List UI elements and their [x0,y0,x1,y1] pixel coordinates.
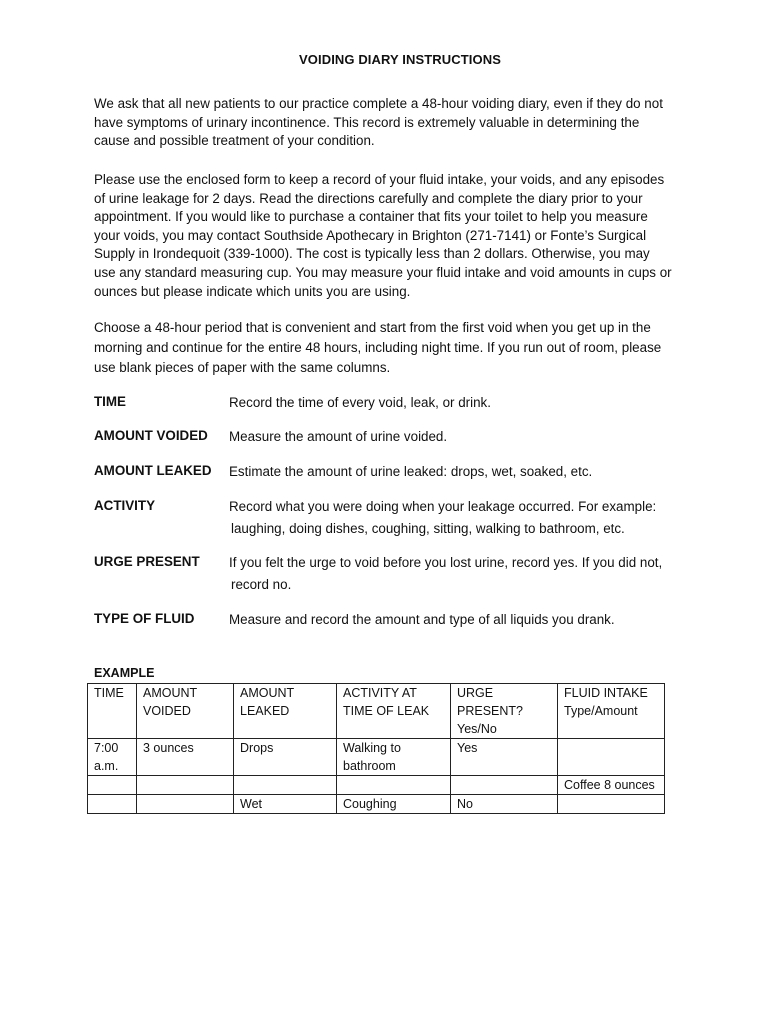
text-line: Choose a 48-hour period that is convenient and start from the first void when you get up in the [94,320,651,335]
text-line: record no. [231,576,292,592]
table-cell: Coughing [337,795,451,814]
intro-paragraph [94,95,704,151]
table-header-row [88,684,665,739]
text-line: ounces but please indicate which units you are using. [94,283,411,299]
definition-term-amount-leaked: AMOUNT LEAKED [94,463,212,478]
text-line: Measure and record the amount and type of all liquids you drank. [229,612,615,627]
table-cell: 7:00 a.m. [88,739,137,776]
text-line: laughing, doing dishes, coughing, sitting, walking to bathroom, etc. [231,520,625,536]
text-line: Please use the enclosed form to keep a record of your fluid intake, your voids, and any episodes [94,172,665,187]
table-cell [337,776,451,795]
table-cell [88,776,137,795]
definition-term-urge-present: URGE PRESENT [94,554,200,569]
definition-desc-amount-voided [229,426,699,448]
text-line: use any standard measuring cup. You may measure your fluid intake and void amounts in cups or [94,264,672,280]
table-row [88,795,665,814]
table-cell: Coffee 8 ounces [558,776,665,795]
text-line: Record what you were doing when your leakage occurred. For example: [229,499,657,514]
definition-term-time: TIME [94,394,126,409]
text-line: have symptoms of urinary incontinence. This record is extremely valuable in determining the [94,114,640,130]
table-cell [88,795,137,814]
table-cell: Yes [451,739,558,776]
table-row [88,739,665,776]
text-line: Record the time of every void, leak, or drink. [229,395,491,410]
definition-term-activity: ACTIVITY [94,498,156,513]
definition-desc-activity [229,496,699,539]
header-cell-time: TIME [88,684,137,739]
text-line: Measure the amount of urine voided. [229,429,448,444]
table-cell [451,776,558,795]
definition-desc-type-of-fluid [229,609,699,631]
table-cell [137,776,234,795]
table-cell [234,776,337,795]
period-paragraph [94,318,704,378]
instructions-paragraph [94,171,704,301]
text-line: of urine leakage for 2 days. Read the directions carefully and complete the diary prior to your [94,190,643,206]
text-line: appointment. If you would like to purchase a container that fits your toilet to help you measure [94,209,648,225]
text-line: We ask that all new patients to our practice complete a 48-hour voiding diary, even if they do not [94,96,663,111]
header-cell-urge-present: URGE PRESENT? Yes/No [451,684,558,739]
text-line: your voids, you may contact Southside Apothecary in Brighton (271-7141) or Fonte’s Surgical [94,227,647,243]
header-cell-amount-leaked: AMOUNT LEAKED [234,684,337,739]
example-table [87,683,665,814]
example-label: EXAMPLE [94,666,155,680]
table-row [88,776,665,795]
text-line: morning and continue for the entire 48 hours, including night time. If you run out of room, please [94,340,662,355]
table-cell: Wet [234,795,337,814]
text-line: cause and possible treatment of your condition. [94,133,375,149]
table-cell: Walking to bathroom [337,739,451,776]
table-cell [558,795,665,814]
header-cell-amount-voided: AMOUNT VOIDED [137,684,234,739]
definition-term-type-of-fluid: TYPE OF FLUID [94,611,195,626]
table-cell: No [451,795,558,814]
text-line: Estimate the amount of urine leaked: drops, wet, soaked, etc. [229,464,593,479]
page-title: VOIDING DIARY INSTRUCTIONS [299,52,501,67]
text-line: If you felt the urge to void before you lost urine, record yes. If you did not, [229,555,663,570]
header-cell-activity: ACTIVITY AT TIME OF LEAK [337,684,451,739]
text-line: use blank pieces of paper with the same columns. [94,360,391,375]
definition-desc-urge-present [229,552,699,595]
definition-desc-time [229,392,699,414]
table-cell: Drops [234,739,337,776]
table-cell: 3 ounces [137,739,234,776]
table-cell [137,795,234,814]
text-line: Supply in Irondequoit (339-1000). The cost is typically less than 2 dollars. Otherwise, you may [94,246,650,262]
header-cell-fluid-intake: FLUID INTAKE Type/Amount [558,684,665,739]
definition-term-amount-voided: AMOUNT VOIDED [94,428,208,443]
table-cell [558,739,665,776]
definition-desc-amount-leaked [229,461,699,483]
